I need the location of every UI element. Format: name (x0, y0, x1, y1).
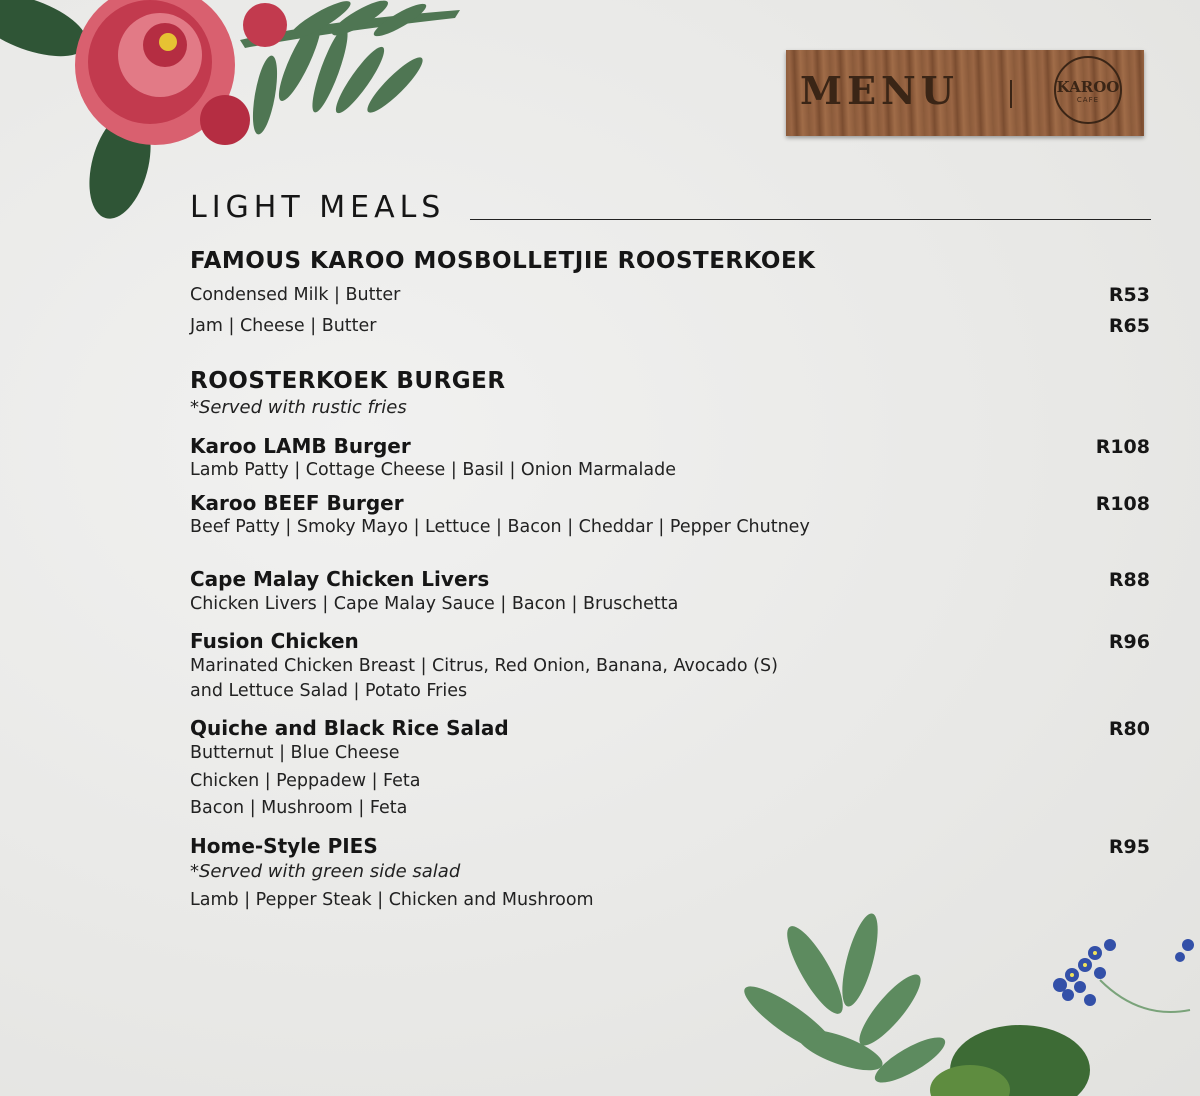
menu-item-price: R108 (1095, 436, 1150, 458)
menu-item-note: *Served with green side salad (190, 861, 461, 882)
roosterkoek-title: FAMOUS KAROO MOSBOLLETJIE ROOSTERKOEK (190, 248, 816, 274)
menu-item-price: R80 (1108, 718, 1150, 740)
burger-note: *Served with rustic fries (190, 397, 407, 418)
menu-item-desc: Chicken Livers | Cape Malay Sauce | Bacon | Bruschetta (190, 594, 679, 614)
section-title: LIGHT MEALS (190, 190, 446, 225)
menu-item-desc: Condensed Milk | Butter (190, 285, 401, 305)
menu-item-desc: Beef Patty | Smoky Mayo | Lettuce | Bacon | Cheddar | Pepper Chutney (190, 517, 810, 537)
menu-item-desc: Chicken | Peppadew | Feta (190, 771, 421, 791)
menu-header-board (786, 50, 1144, 136)
menu-item-desc: Marinated Chicken Breast | Citrus, Red Onion, Banana, Avocado (S) (190, 656, 778, 676)
menu-item-name: Karoo BEEF Burger (190, 491, 404, 515)
menu-item-desc: Jam | Cheese | Butter (190, 316, 377, 336)
menu-item-price: R108 (1095, 493, 1150, 515)
blue-flower-icon (1040, 925, 1200, 1035)
menu-item-name: Quiche and Black Rice Salad (190, 716, 509, 740)
menu-item-price: R53 (1108, 284, 1150, 306)
menu-item-price: R88 (1108, 569, 1150, 591)
menu-item-name: Cape Malay Chicken Livers (190, 567, 490, 591)
menu-item-price: R95 (1108, 836, 1150, 858)
header-divider (1010, 80, 1012, 108)
menu-item-desc: Lamb Patty | Cottage Cheese | Basil | Onion Marmalade (190, 460, 676, 480)
karoo-cafe-logo: KAROO CAFE (1054, 56, 1122, 124)
menu-item-desc: and Lettuce Salad | Potato Fries (190, 681, 468, 701)
menu-item-desc: Bacon | Mushroom | Feta (190, 798, 408, 818)
burger-title: ROOSTERKOEK BURGER (190, 368, 506, 394)
menu-title: MENU (800, 68, 959, 113)
menu-item-name: Karoo LAMB Burger (190, 434, 411, 458)
rose-flower-icon (0, 0, 470, 220)
menu-item-price: R96 (1108, 631, 1150, 653)
menu-item-price: R65 (1108, 315, 1150, 337)
menu-item-name: Fusion Chicken (190, 629, 359, 653)
menu-item-desc: Butternut | Blue Cheese (190, 743, 400, 763)
section-divider (470, 219, 1151, 220)
menu-item-name: Home-Style PIES (190, 834, 378, 858)
menu-item-desc: Lamb | Pepper Steak | Chicken and Mushroom (190, 890, 594, 910)
